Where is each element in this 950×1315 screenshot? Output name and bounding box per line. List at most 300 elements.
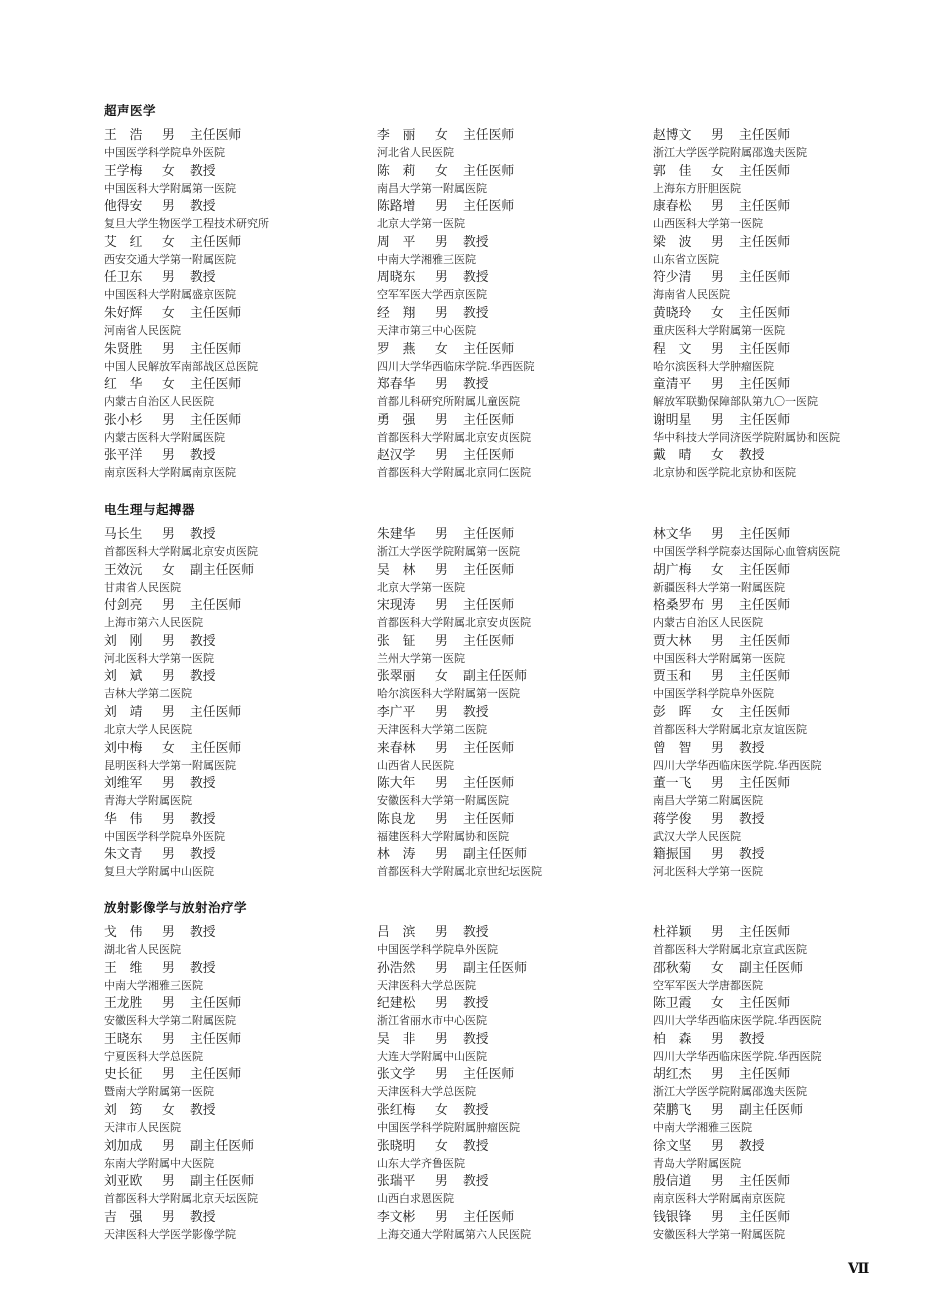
person-name: 经 翔 [377, 305, 416, 321]
person-line [104, 234, 364, 251]
list-item [653, 562, 913, 598]
person-title: 教授 [190, 669, 216, 685]
person-line [653, 995, 913, 1012]
list-item [377, 775, 637, 811]
person-sex: 男 [435, 234, 448, 250]
institution: 兰州大学第一医院 [377, 651, 465, 665]
institution: 安徽医科大学第一附属医院 [377, 794, 509, 808]
institution: 浙江省丽水市中心医院 [377, 1014, 487, 1028]
person-name: 黄晓玲 [653, 305, 692, 321]
person-title: 教授 [463, 1102, 489, 1118]
person-name: 刘维军 [104, 776, 143, 792]
institution: 重庆医科大学附属第一医院 [653, 323, 785, 337]
person-line [377, 198, 637, 215]
person-name: 张晓明 [377, 1138, 416, 1154]
person-title: 教授 [190, 811, 216, 827]
person-name: 陈路增 [377, 199, 416, 215]
person-sex: 男 [162, 1138, 175, 1154]
column [104, 127, 364, 483]
person-name: 徐文坚 [653, 1138, 692, 1154]
person-title: 主任医师 [190, 598, 242, 614]
institution: 浙江大学医学院附属第一医院 [377, 545, 520, 558]
section-title: 电生理与起搏器 [104, 502, 196, 517]
person-name: 朱好辉 [104, 305, 143, 321]
person-name: 贾大林 [653, 633, 692, 649]
person-title: 副主任医师 [190, 1174, 254, 1190]
person-sex: 男 [162, 598, 175, 614]
list-item [104, 1031, 364, 1067]
person-name: 程 文 [653, 341, 692, 357]
person-line [653, 234, 913, 251]
institution: 空军军医大学西京医院 [377, 288, 487, 302]
person-name: 陈卫霞 [653, 996, 692, 1012]
person-line [104, 163, 364, 180]
person-sex: 男 [435, 1067, 448, 1083]
person-name: 张翠丽 [377, 669, 416, 685]
institution: 内蒙古医科大学附属医院 [104, 430, 225, 444]
list-item [104, 1102, 364, 1138]
person-line [653, 269, 913, 286]
list-item [653, 740, 913, 776]
person-name: 吴 林 [377, 562, 416, 578]
institution: 山西白求恩医院 [377, 1192, 454, 1206]
institution: 首都医科大学附属北京天坛医院 [104, 1192, 258, 1206]
list-item [653, 668, 913, 704]
person-name: 陈 莉 [377, 163, 416, 179]
institution: 首都医科大学附属北京世纪坛医院 [377, 865, 542, 879]
person-sex: 女 [162, 562, 175, 578]
person-line [377, 412, 637, 429]
person-name: 籍振国 [653, 847, 692, 863]
column [653, 526, 913, 882]
person-line [377, 562, 637, 579]
list-item [104, 740, 364, 776]
person-title: 主任医师 [190, 128, 242, 143]
person-name: 胡广梅 [653, 562, 692, 578]
person-line [653, 1209, 913, 1226]
person-title: 教授 [190, 776, 216, 792]
person-name: 刘亚欧 [104, 1174, 143, 1190]
person-name: 刘 刚 [104, 633, 143, 649]
person-sex: 男 [162, 704, 175, 720]
person-line [104, 562, 364, 579]
person-sex: 男 [162, 341, 175, 357]
person-sex: 男 [711, 412, 724, 428]
person-sex: 男 [435, 847, 448, 863]
person-sex: 男 [435, 740, 448, 756]
institution: 上海交通大学附属第六人民医院 [377, 1227, 531, 1241]
institution: 中国医科大学附属第一医院 [653, 651, 785, 665]
person-title: 主任医师 [739, 234, 791, 250]
column [653, 924, 913, 1244]
institution: 中国医科大学附属盛京医院 [104, 288, 236, 302]
person-line [653, 1031, 913, 1048]
list-item [104, 305, 364, 341]
institution: 内蒙古自治区人民医院 [104, 395, 214, 409]
person-line [653, 740, 913, 757]
person-line [653, 811, 913, 828]
person-line [104, 668, 364, 685]
person-title: 副主任医师 [463, 669, 527, 685]
person-title: 教授 [463, 377, 489, 393]
person-line [653, 412, 913, 429]
person-name: 梁 波 [653, 234, 692, 250]
person-line [653, 127, 913, 144]
person-sex: 男 [162, 412, 175, 428]
person-name: 杜祥颖 [653, 925, 692, 940]
list-item [104, 846, 364, 882]
list-item [104, 447, 364, 483]
person-sex: 女 [711, 305, 724, 321]
person-title: 主任医师 [739, 270, 791, 286]
person-sex: 男 [711, 234, 724, 250]
person-sex: 女 [162, 1102, 175, 1118]
institution: 中国医学科学院泰达国际心血管病医院 [653, 545, 840, 558]
person-sex: 男 [711, 847, 724, 863]
person-sex: 女 [162, 234, 175, 250]
institution: 浙江大学医学院附属邵逸夫医院 [653, 146, 807, 159]
list-item [104, 960, 364, 996]
section-title: 放射影像学与放射治疗学 [104, 900, 248, 915]
institution: 北京大学第一医院 [377, 580, 465, 594]
person-line [653, 960, 913, 977]
person-line [377, 1066, 637, 1083]
institution: 南昌大学第一附属医院 [377, 181, 487, 195]
list-item [377, 1138, 637, 1174]
person-sex: 男 [162, 960, 175, 976]
person-line [377, 234, 637, 251]
list-item [104, 668, 364, 704]
person-sex: 男 [162, 527, 175, 542]
person-sex: 男 [711, 1031, 724, 1047]
list-item [653, 633, 913, 669]
person-line [377, 269, 637, 286]
person-line [104, 1102, 364, 1119]
person-line [104, 924, 364, 941]
person-name: 王龙胜 [104, 996, 143, 1012]
person-line [377, 995, 637, 1012]
person-name: 纪建松 [377, 996, 416, 1012]
person-line [104, 305, 364, 322]
list-item [653, 234, 913, 270]
list-item [104, 633, 364, 669]
person-sex: 男 [435, 996, 448, 1012]
column [104, 924, 364, 1244]
person-line [104, 1066, 364, 1083]
person-name: 宋现涛 [377, 598, 416, 614]
person-name: 勇 强 [377, 412, 416, 428]
person-sex: 男 [435, 633, 448, 649]
person-title: 副主任医师 [739, 960, 803, 976]
person-line [653, 198, 913, 215]
institution: 河北医科大学第一医院 [104, 651, 214, 665]
list-item [653, 305, 913, 341]
person-title: 教授 [190, 960, 216, 976]
person-sex: 男 [435, 377, 448, 393]
institution: 首都医科大学附属北京安贞医院 [377, 616, 531, 630]
list-item [104, 1138, 364, 1174]
person-title: 教授 [739, 448, 765, 464]
list-item [104, 995, 364, 1031]
person-name: 张瑞平 [377, 1174, 416, 1190]
person-line [653, 341, 913, 358]
person-title: 副主任医师 [463, 847, 527, 863]
institution: 青海大学附属医院 [104, 794, 192, 808]
person-name: 朱文青 [104, 847, 143, 863]
person-line [104, 775, 364, 792]
list-item [653, 198, 913, 234]
person-title: 教授 [190, 1209, 216, 1225]
person-line [104, 1031, 364, 1048]
list-item [377, 526, 637, 562]
person-line [377, 1102, 637, 1119]
list-item [377, 127, 637, 163]
person-title: 教授 [190, 199, 216, 215]
person-name: 吕 滨 [377, 925, 416, 940]
person-line [377, 447, 637, 464]
institution: 四川大学华西临床医学院.华西医院 [653, 1049, 822, 1063]
institution: 山东大学齐鲁医院 [377, 1156, 465, 1170]
institution: 中南大学湘雅三医院 [104, 978, 203, 992]
person-sex: 男 [711, 598, 724, 614]
institution: 北京大学第一医院 [377, 217, 465, 231]
person-title: 教授 [190, 1102, 216, 1118]
list-item [377, 269, 637, 305]
person-name: 张小杉 [104, 412, 143, 428]
section-title: 超声医学 [104, 103, 157, 118]
list-item [653, 597, 913, 633]
institution: 大连大学附属中山医院 [377, 1049, 487, 1063]
person-title: 主任医师 [190, 996, 242, 1012]
person-line [104, 811, 364, 828]
institution: 武汉大学人民医院 [653, 829, 741, 843]
list-item [653, 775, 913, 811]
institution: 南京医科大学附属南京医院 [653, 1192, 785, 1206]
person-title: 主任医师 [463, 1209, 515, 1225]
person-line [653, 1138, 913, 1155]
person-line [653, 163, 913, 180]
list-item [104, 1066, 364, 1102]
institution: 山西医科大学第一医院 [653, 217, 763, 231]
institution: 南京医科大学附属南京医院 [104, 466, 236, 480]
person-name: 王 维 [104, 960, 143, 976]
list-item [104, 341, 364, 377]
institution: 新疆医科大学第一附属医院 [653, 580, 785, 594]
person-name: 李文彬 [377, 1209, 416, 1225]
list-item [104, 1173, 364, 1209]
person-name: 朱建华 [377, 527, 416, 542]
list-item [104, 234, 364, 270]
list-item [377, 562, 637, 598]
institution: 中国人民解放军南部战区总医院 [104, 359, 258, 373]
person-sex: 男 [162, 448, 175, 464]
person-sex: 男 [435, 925, 448, 940]
list-item [377, 341, 637, 377]
person-name: 孙浩然 [377, 960, 416, 976]
person-line [653, 668, 913, 685]
institution: 山西省人民医院 [377, 758, 454, 772]
person-line [653, 924, 913, 941]
person-line [104, 1173, 364, 1190]
list-item [104, 597, 364, 633]
person-sex: 男 [435, 1031, 448, 1047]
person-name: 王效沅 [104, 562, 143, 578]
person-title: 主任医师 [190, 412, 242, 428]
institution: 四川大学华西临床医学院.华西医院 [653, 1014, 822, 1028]
person-name: 荣鹏飞 [653, 1102, 692, 1118]
list-item [377, 1173, 637, 1209]
institution: 天津医科大学总医院 [377, 978, 476, 992]
person-sex: 男 [435, 562, 448, 578]
person-line [653, 846, 913, 863]
person-name: 符少清 [653, 270, 692, 286]
list-item [104, 1209, 364, 1245]
person-sex: 男 [162, 633, 175, 649]
institution: 天津市人民医院 [104, 1120, 181, 1134]
list-item [104, 269, 364, 305]
person-name: 陈良龙 [377, 811, 416, 827]
person-title: 主任医师 [463, 163, 515, 179]
person-line [377, 597, 637, 614]
person-line [653, 1173, 913, 1190]
person-sex: 男 [711, 128, 724, 143]
person-title: 主任医师 [739, 925, 791, 940]
person-title: 教授 [190, 847, 216, 863]
person-title: 主任医师 [190, 1031, 242, 1047]
person-name: 刘加成 [104, 1138, 143, 1154]
person-title: 教授 [463, 925, 489, 940]
list-item [653, 412, 913, 448]
person-name: 张文学 [377, 1067, 416, 1083]
person-line [653, 597, 913, 614]
person-line [653, 1066, 913, 1083]
institution: 四川大学华西临床学院.华西医院 [377, 359, 535, 373]
institution: 北京大学人民医院 [104, 722, 192, 736]
person-sex: 男 [711, 1209, 724, 1225]
person-title: 主任医师 [739, 527, 791, 542]
person-name: 任卫东 [104, 270, 143, 286]
person-name: 钱银锋 [653, 1209, 692, 1225]
person-line [104, 846, 364, 863]
column [104, 526, 364, 882]
person-sex: 男 [435, 704, 448, 720]
list-item [104, 924, 364, 960]
person-title: 教授 [463, 305, 489, 321]
person-name: 张平洋 [104, 448, 143, 464]
institution: 安徽医科大学第一附属医院 [653, 1227, 785, 1241]
person-sex: 男 [435, 598, 448, 614]
person-name: 赵博文 [653, 128, 692, 143]
list-item [104, 811, 364, 847]
institution: 首都儿科研究所附属儿童医院 [377, 395, 520, 409]
person-line [104, 526, 364, 543]
person-name: 付剑亮 [104, 598, 143, 614]
person-line [104, 704, 364, 721]
person-name: 刘 靖 [104, 704, 143, 720]
person-line [104, 597, 364, 614]
person-title: 教授 [463, 1138, 489, 1154]
person-sex: 女 [435, 163, 448, 179]
list-item [377, 704, 637, 740]
institution: 首都医科大学附属北京安贞医院 [104, 545, 258, 558]
person-line [653, 526, 913, 543]
person-title: 主任医师 [739, 996, 791, 1012]
person-title: 主任医师 [190, 234, 242, 250]
institution: 西安交通大学第一附属医院 [104, 252, 236, 266]
institution: 河北医科大学第一医院 [653, 865, 763, 879]
institution: 安徽医科大学第二附属医院 [104, 1014, 236, 1028]
person-line [377, 305, 637, 322]
person-line [377, 1138, 637, 1155]
person-name: 李广平 [377, 704, 416, 720]
institution: 中国医学科学院附属肿瘤医院 [377, 1120, 520, 1134]
list-item [653, 1209, 913, 1245]
person-line [653, 376, 913, 393]
person-title: 主任医师 [739, 669, 791, 685]
person-name: 罗 燕 [377, 341, 416, 357]
list-item [377, 412, 637, 448]
person-line [653, 704, 913, 721]
institution: 中南大学湘雅三医院 [653, 1120, 752, 1134]
person-sex: 男 [435, 811, 448, 827]
person-title: 教授 [463, 270, 489, 286]
person-line [104, 447, 364, 464]
list-item [653, 1031, 913, 1067]
person-sex: 男 [162, 1067, 175, 1083]
person-sex: 女 [162, 163, 175, 179]
person-name: 王 浩 [104, 128, 143, 143]
institution: 四川大学华西临床医学院.华西医院 [653, 758, 822, 772]
list-item [653, 960, 913, 996]
list-item [377, 305, 637, 341]
person-line [104, 269, 364, 286]
person-sex: 男 [711, 527, 724, 542]
person-line [104, 1209, 364, 1226]
person-line [104, 740, 364, 757]
list-item [104, 163, 364, 199]
person-sex: 男 [435, 412, 448, 428]
institution: 首都医科大学附属北京安贞医院 [377, 430, 531, 444]
list-item [653, 127, 913, 163]
person-title: 主任医师 [463, 412, 515, 428]
person-name: 郑春华 [377, 377, 416, 393]
list-item [377, 668, 637, 704]
person-sex: 女 [162, 740, 175, 756]
person-line [377, 740, 637, 757]
institution: 天津医科大学总医院 [377, 1085, 476, 1099]
person-sex: 男 [711, 669, 724, 685]
person-name: 吴 非 [377, 1031, 416, 1047]
list-item [104, 562, 364, 598]
list-item [653, 341, 913, 377]
person-title: 主任医师 [739, 341, 791, 357]
person-sex: 女 [435, 669, 448, 685]
person-name: 张红梅 [377, 1102, 416, 1118]
person-title: 主任医师 [190, 740, 242, 756]
person-title: 主任医师 [739, 598, 791, 614]
list-item [653, 526, 913, 562]
person-line [377, 1209, 637, 1226]
column [377, 526, 637, 882]
person-title: 主任医师 [739, 199, 791, 215]
person-name: 柏 森 [653, 1031, 692, 1047]
institution: 中国医学科学院阜外医院 [104, 146, 225, 159]
person-sex: 女 [711, 996, 724, 1012]
list-item [377, 597, 637, 633]
institution: 青岛大学附属医院 [653, 1156, 741, 1170]
person-title: 教授 [190, 270, 216, 286]
person-sex: 女 [711, 163, 724, 179]
